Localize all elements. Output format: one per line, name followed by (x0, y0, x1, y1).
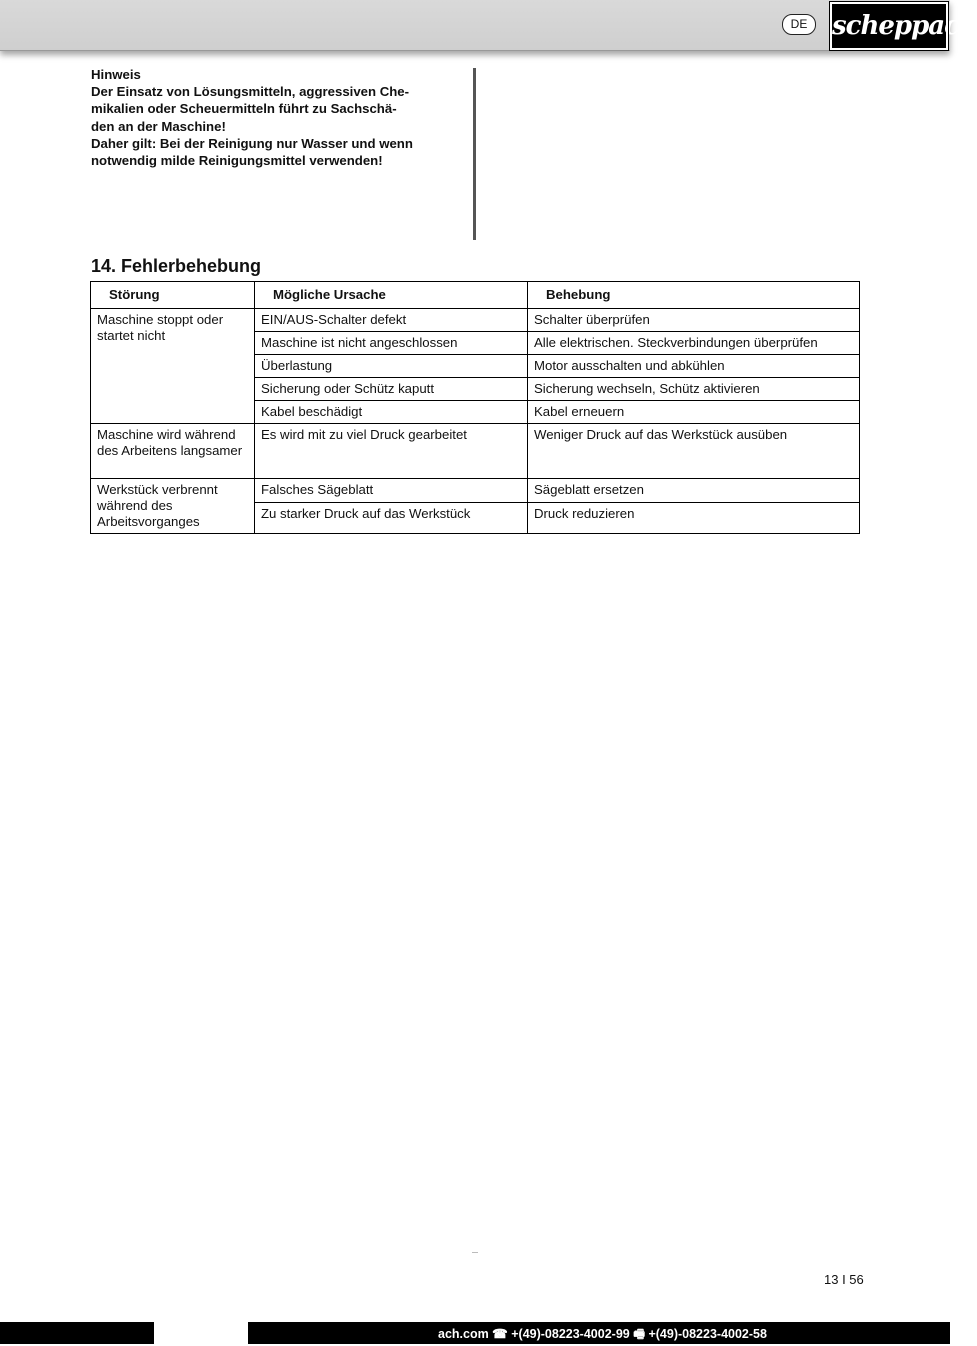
header-remedy: Behebung (528, 282, 860, 309)
note-line: mikalien oder Scheuermitteln führt zu Sachschä- (91, 101, 397, 117)
note-line: den an der Maschine! (91, 118, 226, 134)
note-line: notwendig milde Reinigungsmittel verwenden! (91, 153, 383, 169)
table-row (91, 479, 860, 503)
remedy-cell: Weniger Druck auf das Werkstück ausüben (528, 424, 860, 479)
header-fault: Störung (91, 282, 255, 309)
cause-cell: Sicherung oder Schütz kaputt (255, 378, 528, 401)
cause-cell: Es wird mit zu viel Druck gearbeitet (255, 424, 528, 479)
footer-contact: ach.com ☎ +(49)-08223-4002-99 🖷 +(49)-08223-4002-58 (438, 1327, 767, 1341)
note-line: Daher gilt: Bei der Reinigung nur Wasser und wenn (91, 135, 413, 151)
column-divider (473, 68, 476, 240)
note-line: Der Einsatz von Lösungsmitteln, aggressiven Che- (91, 84, 410, 100)
remedy-cell: Sägeblatt ersetzen (528, 479, 860, 503)
page-footer (0, 1322, 950, 1344)
cause-cell: EIN/AUS-Schalter defekt (255, 309, 528, 332)
cause-cell: Überlastung (255, 355, 528, 378)
fault-cell: Maschine wird während des Arbeitens langsamer (91, 424, 255, 479)
page-header (0, 0, 977, 51)
table-row (91, 309, 860, 332)
section-title: 14. Fehlerbehebung (91, 256, 262, 276)
divider-mark (472, 1252, 478, 1253)
remedy-cell: Kabel erneuern (528, 401, 860, 424)
language-badge: DE (782, 14, 816, 35)
fault-cell: Maschine stoppt oder startet nicht (91, 309, 255, 424)
remedy-cell: Schalter überprüfen (528, 309, 860, 332)
note-title: Hinweis (91, 67, 141, 82)
page-number: 13 I 56 (824, 1272, 864, 1287)
cause-cell: Kabel beschädigt (255, 401, 528, 424)
table-row (91, 424, 860, 479)
fault-cell: Werkstück verbrennt während des Arbeitsvorganges (91, 479, 255, 534)
footer-gap (154, 1322, 248, 1344)
table-header-row (91, 282, 860, 309)
cause-cell: Zu starker Druck auf das Werkstück (255, 503, 528, 534)
remedy-cell: Motor ausschalten und abkühlen (528, 355, 860, 378)
remedy-cell: Alle elektrischen. Steckverbindungen überprüfen (528, 332, 860, 355)
cause-cell: Maschine ist nicht angeschlossen (255, 332, 528, 355)
troubleshooting-table (90, 281, 860, 534)
remedy-cell: Sicherung wechseln, Schütz aktivieren (528, 378, 860, 401)
remedy-cell: Druck reduzieren (528, 503, 860, 534)
brand-logo: scheppach (830, 2, 948, 50)
cleaning-note (91, 66, 451, 169)
cause-cell: Falsches Sägeblatt (255, 479, 528, 503)
header-cause: Mögliche Ursache (255, 282, 528, 309)
